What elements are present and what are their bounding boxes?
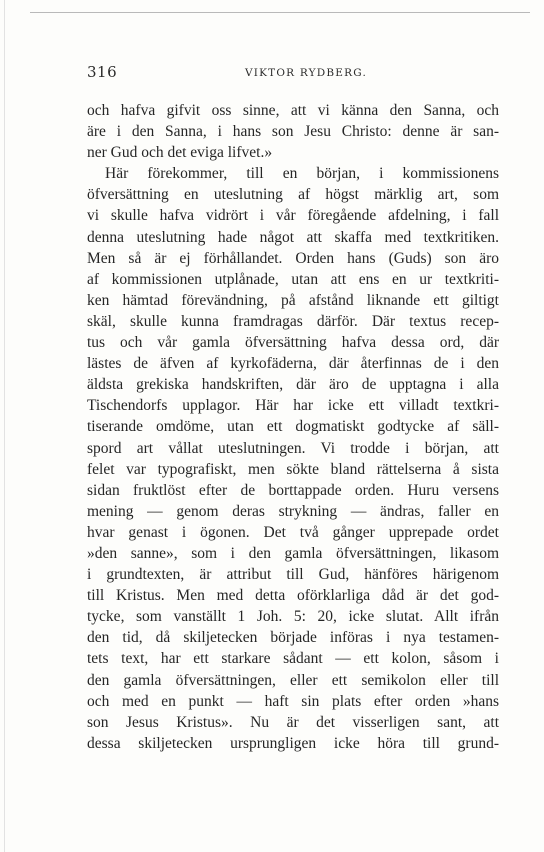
- page-edge-line: [4, 0, 5, 852]
- text-line: äre i den Sanna, i hans son Jesu Christo: denne är san-: [87, 123, 499, 141]
- text-line: Tischendorfs upplagor. Här har icke ett villadt textkri-: [87, 397, 499, 415]
- text-line: den tid, då skiljetecken började införas i nya testamen-: [87, 629, 499, 647]
- text-line: tycke, som vanställt 1 Joh. 5: 20, icke slutat. Allt ifrån: [87, 608, 499, 626]
- body-text: [87, 100, 499, 754]
- text-line: »den sanne», som i den gamla öfversättningen, likasom: [87, 544, 499, 562]
- text-line: öfversättning en uteslutning af högst märklig art, som: [87, 186, 499, 204]
- text-line: Här förekommer, till en början, i kommissionens: [105, 165, 499, 183]
- text-line: af kommissionen utplånade, utan att ens en ur textkriti-: [87, 270, 499, 288]
- page-number: 316: [87, 63, 118, 81]
- text-line: i grundtexten, är attribut till Gud, hänföres härigenom: [87, 566, 499, 584]
- page-header: [87, 63, 499, 87]
- text-line: denna uteslutning hade något att skaffa med textkritiken.: [87, 228, 499, 246]
- top-rule: [30, 12, 530, 13]
- text-line: mening — genom deras strykning — ändras, faller en: [87, 502, 499, 520]
- text-line: och med en punkt — haft sin plats efter orden »hans: [87, 692, 499, 710]
- text-line: äldsta grekiska handskriften, där äro de upptagna i alla: [87, 376, 499, 394]
- text-line: till Kristus. Men med detta oförklarliga dåd är det god-: [87, 587, 499, 605]
- text-line: Men så är ej förhållandet. Orden hans (Guds) son äro: [87, 249, 499, 267]
- text-line: tus och vår gamla öfversättning hafva dessa ord, där: [87, 334, 499, 352]
- text-line: skäl, skulle kunna framdragas därför. Där textus recep-: [87, 312, 499, 330]
- text-line: den gamla öfversättningen, eller ett semikolon eller till: [87, 671, 499, 689]
- text-line: sidan fruktlöst efter de borttappade orden. Huru versens: [87, 481, 499, 499]
- text-line: dessa skiljetecken ursprungligen icke höra till grund-: [87, 734, 499, 752]
- text-line: hvar genast i ögonen. Det två gånger upprepade ordet: [87, 523, 499, 541]
- text-line: ken hämtad förevändning, på afstånd liknande ett giltigt: [87, 291, 499, 309]
- text-line: lästes de äfven af kyrkofäderna, där återfinnas de i den: [87, 355, 499, 373]
- running-title: VIKTOR RYDBERG.: [245, 67, 368, 79]
- text-line: ner Gud och det eviga lifvet.»: [87, 144, 273, 162]
- text-line: son Jesus Kristus». Nu är det visserligen sant, att: [87, 713, 499, 731]
- text-line: felet var typografiskt, men sökte bland rättelserna å sista: [87, 460, 499, 478]
- text-line: spord art vållat uteslutningen. Vi trodde i början, att: [87, 439, 499, 457]
- text-line: och hafva gifvit oss sinne, att vi känna den Sanna, och: [87, 102, 499, 119]
- text-line: vi skulle hafva vidrört i vår föregående afdelning, i fall: [87, 207, 499, 225]
- text-line: tiserande omdöme, utan ett dogmatiskt godtycke af säll-: [87, 418, 499, 436]
- text-line: tets text, har ett starkare sådant — ett kolon, såsom i: [87, 650, 499, 668]
